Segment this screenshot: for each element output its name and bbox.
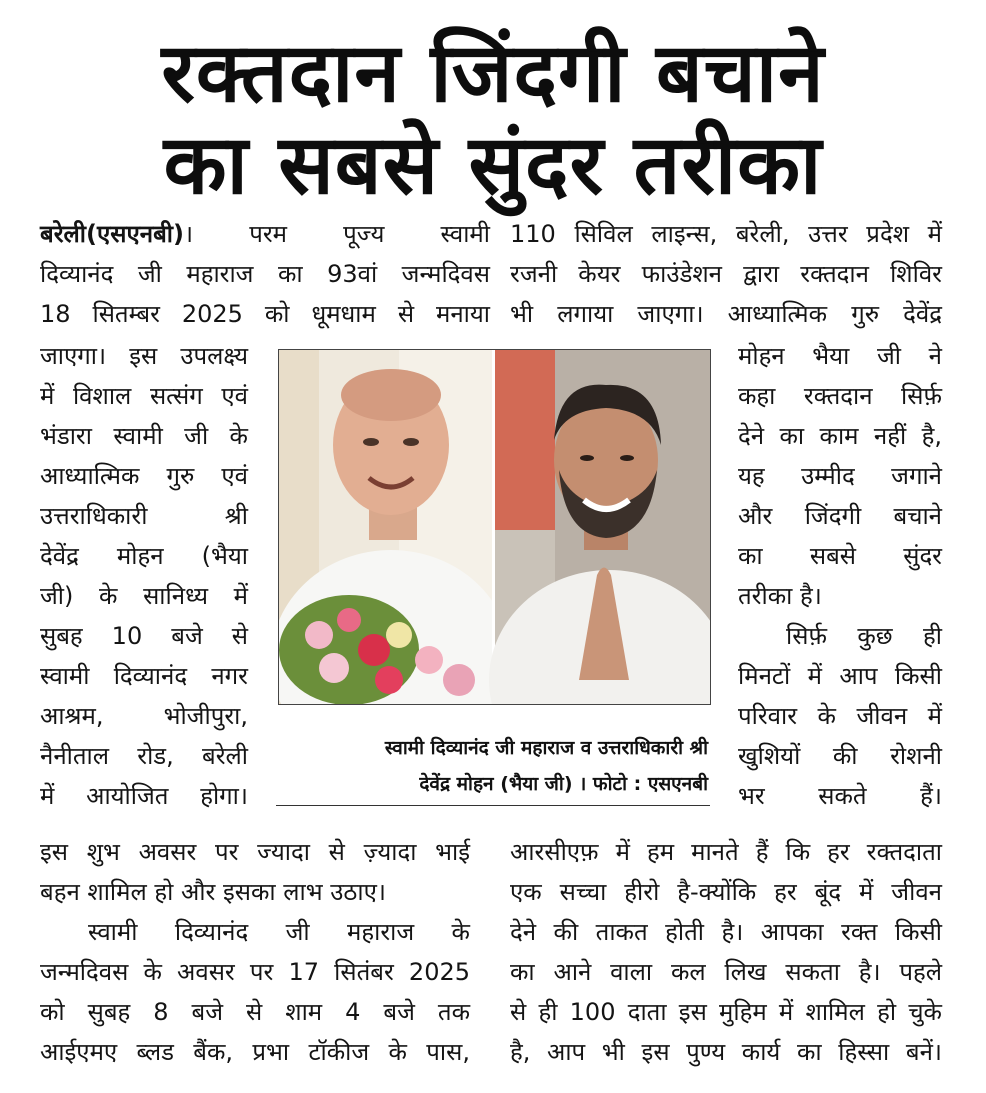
dateline: बरेली(एसएनबी)	[40, 220, 184, 248]
article-line: यह उम्मीद जगाने	[738, 462, 942, 490]
headline-line-1: रक्तदान जिंदगी बचाने	[161, 26, 825, 121]
news-photo	[278, 349, 711, 705]
article-line: जन्मदिवस के अवसर पर 17 सितंबर 2025	[40, 958, 470, 986]
article-line: आध्यात्मिक गुरु एवं	[40, 462, 248, 490]
article-line: और जिंदगी बचाने	[738, 502, 942, 530]
article-line: भंडारा स्वामी जी के	[40, 422, 248, 450]
article-line: एक सच्चा हीरो है-क्योंकि हर बूंद में जीवन	[510, 878, 942, 906]
article-line: से ही 100 दाता इस मुहिम में शामिल हो चुके	[510, 998, 942, 1026]
article-line: दिव्यानंद जी महाराज का 93वां जन्मदिवस	[40, 260, 490, 288]
article-line: जी) के सानिध्य में	[40, 582, 248, 610]
article-line: स्वामी दिव्यानंद नगर	[40, 662, 248, 690]
article-line: उत्तराधिकारी श्री	[40, 502, 248, 530]
article-line: मोहन भैया जी ने	[738, 342, 942, 370]
article-line: नैनीताल रोड, बरेली	[40, 742, 248, 770]
article-line: आश्रम, भोजीपुरा,	[40, 702, 248, 730]
article-line: देने की ताकत होती है। आपका रक्त किसी	[510, 918, 942, 946]
article-line: इस शुभ अवसर पर ज्यादा से ज़्यादा भाई	[40, 838, 470, 866]
article-line: 110 सिविल लाइन्स, बरेली, उत्तर प्रदेश में	[510, 220, 942, 248]
article-line: कहा रक्तदान सिर्फ़	[738, 382, 942, 410]
article-text: । परम पूज्य स्वामी	[183, 220, 490, 248]
caption-divider	[276, 805, 710, 806]
article-line: है, आप भी इस पुण्य कार्य का हिस्सा बनें।	[510, 1038, 942, 1066]
article-line: सुबह 10 बजे से	[40, 622, 248, 650]
article-line: मिनटों में आप किसी	[738, 662, 942, 690]
article-line: सिर्फ़ कुछ ही	[786, 622, 942, 650]
article-line: देने का काम नहीं है,	[738, 422, 942, 450]
caption-line-1: स्वामी दिव्यानंद जी महाराज व उत्तराधिकारी श्री	[384, 737, 708, 759]
article-line: में विशाल सत्संग एवं	[40, 382, 248, 410]
article-left-top	[40, 214, 490, 334]
article-line: 18 सितम्बर 2025 को धूमधाम से मनाया	[40, 300, 490, 328]
article-line: में आयोजित होगा।	[40, 782, 248, 810]
article-line	[40, 214, 490, 254]
article-line: परिवार के जीवन में	[738, 702, 942, 730]
article-line: आईएमए ब्लड बैंक, प्रभा टॉकीज के पास,	[40, 1038, 470, 1066]
article-line: का आने वाला कल लिख सकता है। पहले	[510, 958, 942, 986]
article-line: जाएगा। इस उपलक्ष्य	[40, 342, 248, 370]
article-line: देवेंद्र मोहन (भैया	[40, 542, 248, 570]
article-line: खुशियों की रोशनी	[738, 742, 942, 770]
article-line: तरीका है।	[738, 582, 822, 610]
article-right-top	[510, 214, 942, 334]
article-left-bottom	[40, 832, 470, 1072]
article-line: को सुबह 8 बजे से शाम 4 बजे तक	[40, 998, 470, 1026]
article-right-narrow	[738, 336, 942, 816]
caption-line-2: देवेंद्र मोहन (भैया जी) । फोटो : एसएनबी	[419, 773, 708, 795]
article-line: भी लगाया जाएगा। आध्यात्मिक गुरु देवेंद्र	[510, 300, 942, 328]
article-line: स्वामी दिव्यानंद जी महाराज के	[88, 918, 470, 946]
article-line: रजनी केयर फाउंडेशन द्वारा रक्तदान शिविर	[510, 260, 942, 288]
article-left-narrow	[40, 336, 248, 816]
article-line: बहन शामिल हो और इसका लाभ उठाए।	[40, 878, 386, 906]
headline-line-2: का सबसे सुंदर तरीका	[163, 118, 823, 213]
photo-caption	[280, 730, 708, 802]
article-line: का सबसे सुंदर	[738, 542, 942, 570]
article-line: आरसीएफ़ में हम मानते हैं कि हर रक्तदाता	[510, 838, 942, 866]
article-line: भर सकते हैं।	[738, 782, 942, 810]
article-right-bottom	[510, 832, 942, 1072]
